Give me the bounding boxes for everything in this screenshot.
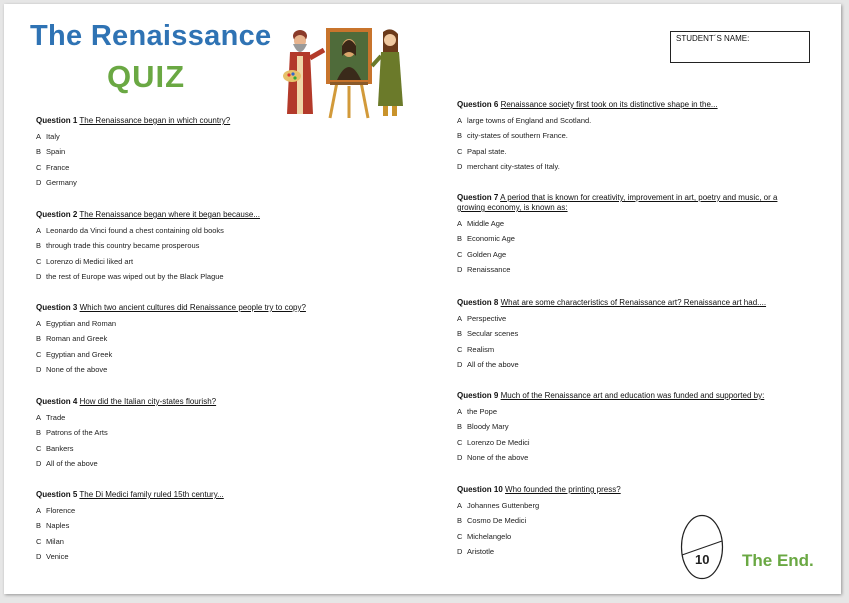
question-8 (457, 298, 817, 372)
woman-figure (372, 29, 403, 116)
question-label: Question 2 (36, 210, 78, 219)
question-text: The Renaissance began in which country? (79, 116, 231, 125)
question-label: Question 7 (457, 193, 499, 202)
answer-option[interactable]: C Michelangelo (457, 531, 512, 541)
score-oval[interactable] (680, 514, 724, 580)
question-text: What are some characteristics of Renaissance art? Renaissance art had.... (500, 298, 767, 307)
answer-option[interactable]: B Patrons of the Arts (36, 428, 108, 438)
answer-option[interactable]: B Economic Age (457, 234, 515, 244)
question-1 (36, 116, 396, 190)
question-label: Question 4 (36, 397, 78, 406)
question-label: Question 3 (36, 303, 78, 312)
question-10 (457, 485, 817, 559)
leonardo-figure (283, 30, 324, 114)
question-text: The Renaissance began where it began because... (79, 210, 260, 219)
answer-option[interactable]: C Milan (36, 536, 64, 546)
question-5 (36, 490, 396, 564)
question-text: A period that is known for creativity, improvement in art, poetry and music, or a growing economy, is known as: (457, 193, 778, 212)
answer-option[interactable]: A Middle Age (457, 219, 505, 228)
answer-option[interactable]: C Lorenzo di Medici liked art (36, 256, 134, 266)
student-name-box[interactable] (670, 31, 810, 63)
quiz-page (4, 4, 841, 594)
question-3 (36, 303, 396, 377)
question-text: Renaissance society first took on its distinctive shape in the... (500, 100, 718, 109)
answer-option[interactable]: C Lorenzo De Medici (457, 437, 530, 447)
question-label: Question 1 (36, 116, 78, 125)
question-label: Question 5 (36, 490, 78, 499)
answer-option[interactable]: D None of the above (36, 364, 108, 374)
answer-option[interactable]: D merchant city-states of Italy. (457, 161, 560, 171)
the-end-text: The End. (742, 551, 814, 570)
question-label: Question 8 (457, 298, 499, 307)
question-label: Question 6 (457, 100, 499, 109)
question-text: Who founded the printing press? (505, 485, 621, 494)
answer-option[interactable]: D Renaissance (457, 264, 511, 274)
answer-option[interactable]: B Bloody Mary (457, 422, 509, 432)
answer-option[interactable]: D Aristotle (457, 546, 495, 556)
question-6 (457, 100, 817, 174)
answer-option[interactable]: D None of the above (457, 452, 529, 462)
answer-option[interactable]: C Realism (457, 344, 495, 354)
answer-option[interactable]: B Spain (36, 147, 66, 157)
answer-option[interactable]: A large towns of England and Scotland. (457, 116, 592, 125)
answer-option[interactable]: A Leonardo da Vinci found a chest containing old books (36, 226, 224, 235)
answer-option[interactable]: D All of the above (36, 458, 98, 468)
easel-with-painting (326, 28, 372, 118)
renaissance-painters-illustration (280, 26, 410, 120)
answer-option[interactable]: B Secular scenes (457, 329, 519, 339)
answer-option[interactable]: C Egyptian and Greek (36, 349, 113, 359)
answer-option[interactable]: A Johannes Guttenberg (457, 501, 540, 510)
answer-option[interactable]: B city-states of southern France. (457, 131, 568, 141)
answer-option[interactable]: B through trade this country became prosperous (36, 241, 200, 251)
answer-option[interactable]: C Bankers (36, 443, 74, 453)
answer-option[interactable]: A Trade (36, 413, 66, 422)
answer-option[interactable]: D the rest of Europe was wiped out by the Black Plague (36, 271, 224, 281)
answer-option[interactable]: B Cosmo De Medici (457, 516, 527, 526)
answer-option[interactable]: C Golden Age (457, 249, 507, 259)
question-text: Which two ancient cultures did Renaissance people try to copy? (79, 303, 306, 312)
question-label: Question 10 (457, 485, 503, 494)
question-7 (457, 193, 807, 277)
answer-option[interactable]: A Egyptian and Roman (36, 319, 117, 328)
answer-option[interactable]: A Perspective (457, 314, 507, 323)
answer-option[interactable]: D Venice (36, 551, 69, 561)
student-name-label: STUDENT´S NAME: (676, 34, 750, 43)
question-text: The Di Medici family ruled 15th century... (79, 490, 224, 499)
question-4 (36, 397, 396, 471)
score-total: 10 (695, 552, 710, 567)
answer-option[interactable]: B Roman and Greek (36, 334, 108, 344)
answer-option[interactable]: A Italy (36, 132, 60, 141)
answer-option[interactable]: A the Pope (457, 407, 498, 416)
question-text: Much of the Renaissance art and education was funded and supported by: (500, 391, 765, 400)
answer-option[interactable]: A Florence (36, 506, 76, 515)
answer-option[interactable]: C France (36, 162, 70, 172)
answer-option[interactable]: D All of the above (457, 359, 519, 369)
question-9 (457, 391, 817, 465)
question-text: How did the Italian city-states flourish? (79, 397, 217, 406)
answer-option[interactable]: D Germany (36, 177, 77, 187)
question-label: Question 9 (457, 391, 499, 400)
quiz-title: The Renaissance (30, 20, 272, 52)
quiz-subtitle: QUIZ (107, 59, 186, 94)
question-2 (36, 210, 396, 284)
answer-option[interactable]: C Papal state. (457, 146, 507, 156)
answer-option[interactable]: B Naples (36, 521, 70, 531)
